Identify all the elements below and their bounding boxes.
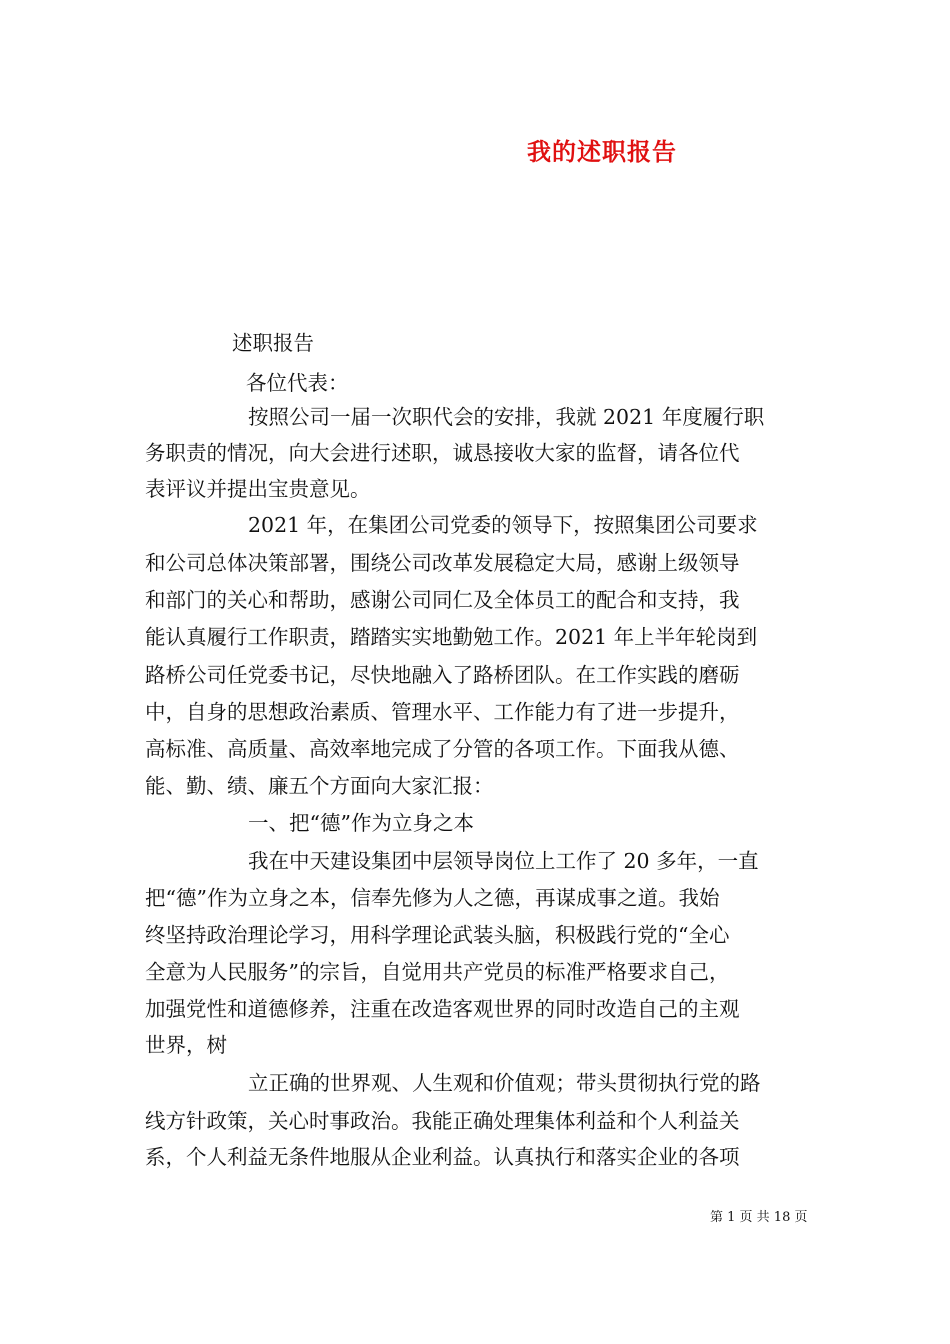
body-line: 高标准、高质量、高效率地完成了分管的各项工作。下面我从德、 — [145, 737, 740, 761]
body-line: 路桥公司任党委书记，尽快地融入了路桥团队。在工作实践的磨砺 — [145, 663, 740, 687]
body-line: 终坚持政治理论学习，用科学理论武装头脑，积极践行党的“全心 — [145, 923, 730, 947]
body-line: 立正确的世界观、人生观和价值观；带头贯彻执行党的路 — [248, 1071, 761, 1095]
body-line: 表评议并提出宝贵意见。 — [145, 477, 371, 501]
page-number: 第 1 页 共 18 页 — [710, 1210, 808, 1225]
report-heading: 述职报告 — [232, 331, 314, 355]
body-line: 和公司总体决策部署，围绕公司改革发展稳定大局，感谢上级领导 — [145, 551, 740, 575]
body-line: 务职责的情况，向大会进行述职，诚恳接收大家的监督，请各位代 — [145, 441, 740, 465]
body-line: 世界，树 — [145, 1033, 227, 1057]
body-line: 系，个人利益无条件地服从企业利益。认真执行和落实企业的各项 — [145, 1145, 740, 1169]
body-line: 全意为人民服务”的宗旨，自觉用共产党员的标准严格要求自己， — [145, 960, 730, 984]
body-line: 2021 年，在集团公司党委的领导下，按照集团公司要求 — [248, 513, 758, 537]
body-line: 把“德”作为立身之本，信奉先修为人之德，再谋成事之道。我始 — [145, 886, 720, 910]
body-line: 和部门的关心和帮助，感谢公司同仁及全体员工的配合和支持，我 — [145, 588, 740, 612]
body-line: 我在中天建设集团中层领导岗位上工作了 20 多年，一直 — [248, 849, 759, 873]
body-line: 中，自身的思想政治素质、管理水平、工作能力有了进一步提升， — [145, 700, 740, 724]
body-line: 按照公司一届一次职代会的安排，我就 2021 年度履行职 — [248, 405, 765, 429]
body-line: 能、勤、绩、廉五个方面向大家汇报： — [145, 774, 494, 798]
document-title: 我的述职报告 — [527, 137, 677, 166]
body-line: 线方针政策，关心时事政治。我能正确处理集体利益和个人利益关 — [145, 1109, 740, 1133]
section-heading: 一、把“德”作为立身之本 — [248, 811, 474, 835]
body-line: 能认真履行工作职责，踏踏实实地勤勉工作。2021 年上半年轮岗到 — [145, 625, 758, 649]
salutation: 各位代表： — [246, 371, 349, 395]
body-line: 加强党性和道德修养，注重在改造客观世界的同时改造自己的主观 — [145, 997, 740, 1021]
